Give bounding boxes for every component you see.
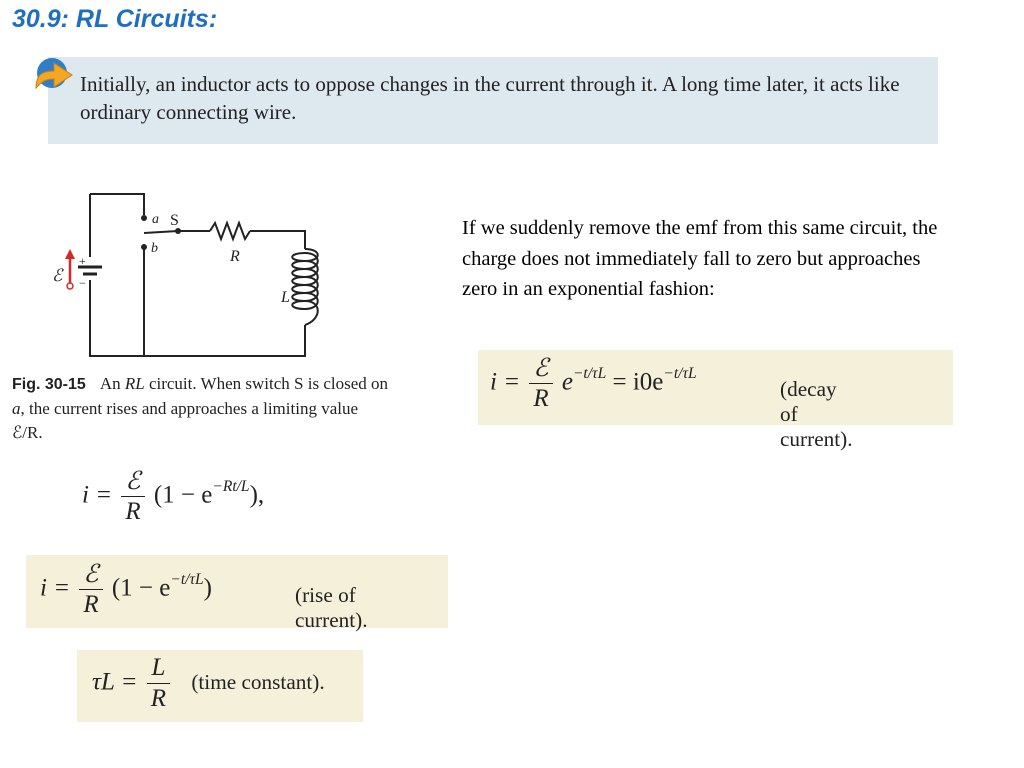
emf-arrow-head [65, 249, 75, 259]
eq-numerator: ℰ [79, 561, 102, 590]
eq-paren-close: ), [249, 481, 265, 509]
figure-caption [12, 372, 392, 445]
eq-exponent: −Rt/L [212, 477, 250, 495]
eq-paren-open: (1 − e [111, 574, 171, 602]
decay-current-equation [490, 353, 853, 451]
eq-fraction [147, 655, 170, 713]
eq-denominator: R [533, 385, 549, 413]
eq-numerator: ℰ [529, 355, 552, 384]
eq-numerator: ℰ [121, 468, 144, 497]
caption-text-pre: An [99, 374, 125, 393]
emf-label: ℰ [52, 266, 63, 285]
resistor-label: R [230, 248, 240, 265]
circuit-wire [90, 194, 144, 215]
eq-paren-open: (1 − e [153, 481, 213, 509]
switch-contact-a [141, 215, 147, 221]
eq-mid: = i0e [612, 368, 664, 396]
eq-lhs: i = [40, 574, 71, 602]
eq-denominator: R [83, 591, 99, 619]
switch-label-a: a [152, 212, 159, 227]
eq-exponent: −t/τL [572, 364, 607, 382]
rise-current-note: (rise of current). [295, 583, 368, 632]
caption-rl: RL [124, 374, 145, 393]
eq-denominator: R [150, 685, 167, 713]
inductor-coil [292, 249, 318, 325]
inductor-label: L [281, 289, 290, 306]
battery-plus-label: + [79, 254, 86, 268]
time-constant-equation [92, 655, 325, 713]
switch-label-s: S [170, 212, 179, 229]
rl-circuit-diagram [40, 185, 340, 365]
eq-lhs: i = [82, 481, 113, 509]
rl-current-equation [82, 468, 264, 526]
switch-blade [144, 231, 178, 233]
eq-exp-base: e [561, 368, 573, 396]
caption-text-post: , the current rises and approaches a limiting value ℰ/R. [12, 399, 359, 442]
circuit-wire [250, 231, 305, 249]
switch-label-b: b [151, 241, 158, 256]
decay-current-note: (decay of current). [780, 377, 853, 451]
emf-arrow-tail [67, 283, 73, 289]
slide-title: 30.9: RL Circuits: [12, 5, 218, 33]
decay-description: If we suddenly remove the emf from this same circuit, the charge does not immediately fall to zero but approaches zero in an exponential fashion: [462, 217, 938, 300]
eq-denominator: R [125, 498, 141, 526]
caption-text-mid: circuit. When switch S is closed on [144, 374, 388, 393]
eq-fraction [121, 468, 144, 526]
eq-exponent: −t/τL [170, 570, 204, 588]
time-constant-note: (time constant). [191, 670, 325, 695]
eq-numerator: L [151, 654, 166, 681]
callout-text: Initially, an inductor acts to oppose changes in the current through it. A long time later, it acts like ordinary connecting wire. [80, 72, 900, 124]
eq-lhs: τL = [92, 668, 138, 696]
rise-current-equation [40, 559, 368, 632]
figure-number: Fig. 30-15 [12, 376, 86, 393]
eq-fraction [529, 355, 552, 413]
eq-fraction [79, 561, 102, 619]
switch-contact-b [141, 244, 147, 250]
caption-a: a [12, 399, 21, 418]
eq-lhs: i = [490, 368, 521, 396]
eq-paren-close: ) [203, 574, 212, 602]
circuit-wire [90, 280, 305, 356]
eq-exponent-2: −t/τL [663, 364, 697, 382]
arrow-right-icon [30, 55, 78, 95]
resistor-symbol [210, 223, 250, 239]
battery-minus-label: − [79, 276, 86, 290]
